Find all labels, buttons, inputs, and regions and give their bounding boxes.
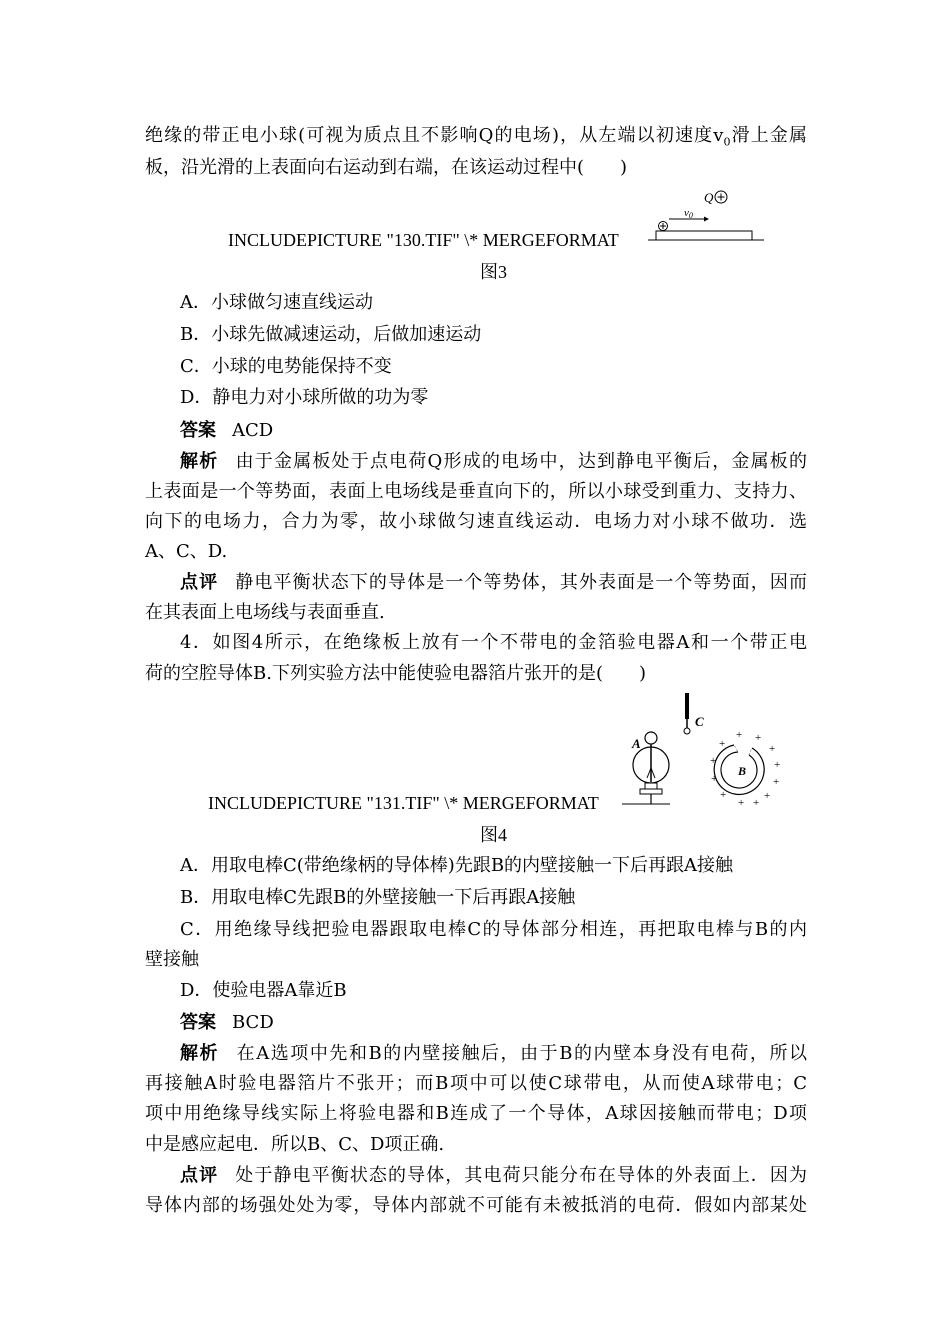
electroscope-a [622, 732, 670, 804]
q4-stem-line-1: 4．如图4所示，在绝缘板上放有一个不带电的金箔验电器A和一个带正电 [180, 632, 807, 653]
q4-comment-line-2: 导体内部的场强处处为零，导体内部就不可能有未被抵消的电荷．假如内部某处 [145, 1195, 807, 1216]
svg-text:+: + [755, 732, 762, 744]
rod-c [684, 693, 704, 734]
point-charge-q [704, 190, 727, 205]
answer-label: 答案 [180, 420, 216, 441]
q3-option-b: B．小球先做减速运动，后做加速运动 [180, 324, 482, 345]
q3-stem-line-1: 绝缘的带正电小球(可视为质点且不影响Q的电场)，从左端以初速度$v_0$滑上金属 [145, 125, 808, 149]
figure-3 [648, 186, 768, 244]
q4-analysis-line-3: 项中用绝缘导线实际上将验电器和B连成了一个导体，A球因接触而带电；D项 [145, 1103, 807, 1124]
q3-analysis-line-4: A、C、D. [145, 541, 228, 562]
q3-include-field: INCLUDEPICTURE "130.TIF" \* MERGEFORMAT [228, 230, 619, 250]
svg-text:+: + [764, 790, 771, 802]
analysis-label: 解析 [180, 1043, 220, 1064]
rod-c-label: C [695, 714, 704, 729]
q4-answer [180, 1010, 274, 1036]
q4-figure-caption: 图4 [480, 825, 507, 845]
analysis-label: 解析 [180, 451, 219, 472]
q3-figure-caption: 图3 [480, 262, 507, 282]
svg-text:+: + [719, 738, 726, 750]
q3-analysis-line-2: 上表面是一个等势面，表面上电场线是垂直向下的，所以小球受到重力、支持力、 [145, 481, 807, 502]
q4-option-d: D．使验电器A靠近B [180, 980, 347, 1001]
q3-analysis-line-1: 解析 由于金属板处于点电荷Q形成的电场中，达到静电平衡后，金属板的 [180, 451, 807, 472]
svg-text:+: + [753, 797, 760, 809]
q4-analysis-line-1: 解析 在A选项中先和B的内壁接触后，由于B的内壁本身没有电荷，所以 [180, 1043, 808, 1064]
answer-label: 答案 [180, 1012, 216, 1033]
comment-label: 点评 [180, 572, 219, 593]
figure-4 [622, 690, 792, 810]
q3-option-c: C．小球的电势能保持不变 [180, 356, 392, 377]
q3-analysis-line-3: 向下的电场力，合力为零，故小球做匀速直线运动．电场力对小球不做功．选 [145, 511, 807, 532]
charge-label: Q [704, 190, 714, 205]
q4-comment-line-1: 点评 处于静电平衡状态的导体，其电荷只能分布在导体的外表面上．因为 [180, 1165, 807, 1186]
q4-stem-line-2: 荷的空腔导体B.下列实验方法中能使验电器箔片张开的是( ) [145, 663, 646, 684]
q4-option-c-line-1: C．用绝缘导线把验电器跟取电棒C的导体部分相连，再把取电棒与B的内 [180, 919, 807, 940]
svg-text:+: + [736, 729, 743, 741]
svg-text:+: + [720, 789, 727, 801]
svg-text:+: + [711, 773, 718, 785]
q3-stem-line-2: 板，沿光滑的上表面向右运动到右端，在该运动过程中( ) [145, 157, 628, 178]
q4-option-c-line-2: 壁接触 [145, 949, 199, 970]
q3-comment-line-2: 在其表面上电场线与表面垂直. [145, 602, 385, 623]
svg-text:+: + [769, 743, 776, 755]
velocity-label: v0 [684, 207, 693, 220]
hollow-conductor-b [710, 729, 780, 809]
answer-value: BCD [232, 1012, 274, 1033]
electroscope-label: A [632, 736, 641, 751]
svg-text:+: + [773, 776, 780, 788]
q4-option-b: B．用取电棒C先跟B的外壁接触一下后再跟A接触 [180, 887, 576, 908]
q3-option-a: A．小球做匀速直线运动 [180, 292, 373, 313]
q3-answer [180, 418, 273, 444]
conductor-label: B [738, 764, 747, 778]
q3-option-d: D．静电力对小球所做的功为零 [180, 387, 429, 408]
svg-text:+: + [710, 755, 717, 767]
comment-label: 点评 [180, 1165, 219, 1186]
positive-ball [659, 222, 668, 231]
velocity-arrow [669, 207, 709, 222]
q3-comment-line-1: 点评 静电平衡状态下的导体是一个等势体，其外表面是一个等势面，因而 [180, 572, 807, 593]
q4-analysis-line-2: 再接触A时验电器箔片不张开；而B项中可以使C球带电，从而使A球带电；C [145, 1073, 807, 1094]
svg-text:+: + [774, 759, 781, 771]
svg-text:+: + [738, 797, 745, 809]
answer-value: ACD [232, 420, 274, 441]
q4-include-field: INCLUDEPICTURE "131.TIF" \* MERGEFORMAT [208, 793, 599, 813]
q4-option-a: A．用取电棒C(带绝缘柄的导体棒)先跟B的内壁接触一下后再跟A接触 [180, 855, 734, 876]
metal-plate [656, 231, 752, 240]
q4-analysis-line-4: 中是感应起电．所以B、C、D项正确. [145, 1134, 445, 1155]
